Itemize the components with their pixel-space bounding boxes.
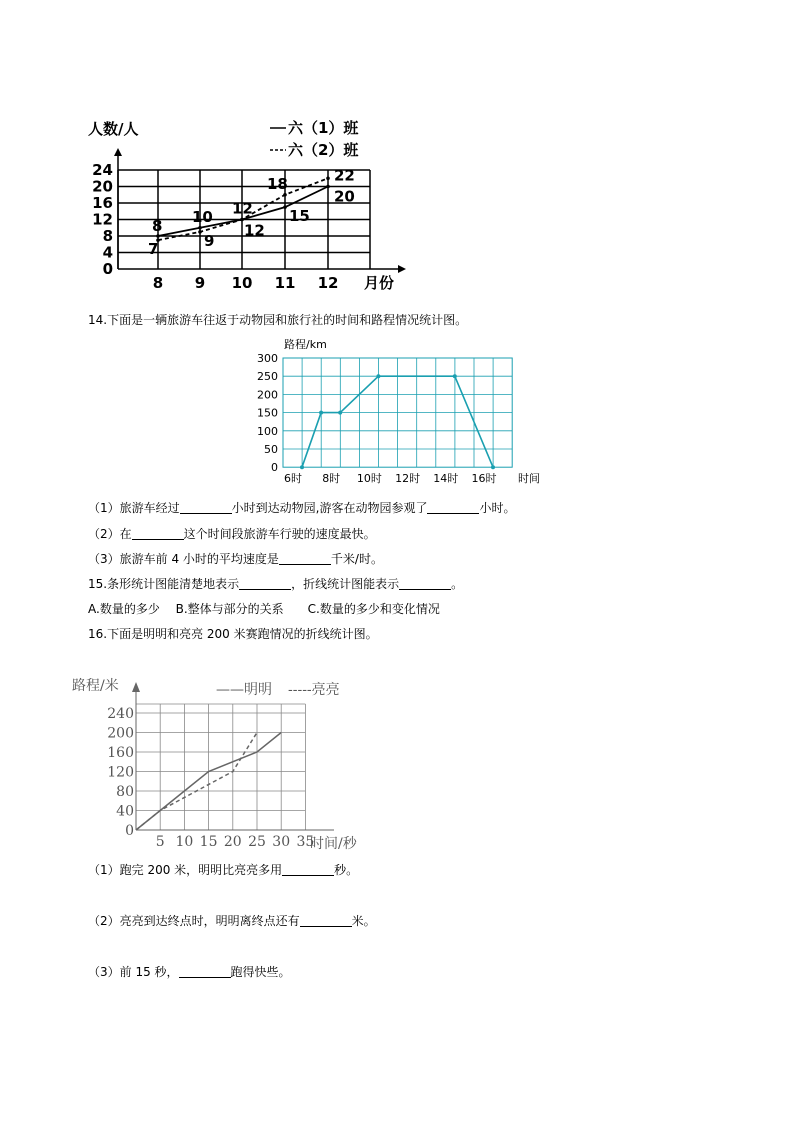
y-tick-label: 150 [257,406,278,420]
x-axis-label: 月份 [364,274,395,292]
x-axis-label: 时间/秒 [310,836,357,852]
data-point [326,185,330,189]
x-tick-label: 15 [199,834,218,850]
y-tick-label: 0 [271,461,278,475]
question-14-part-3: （3）旅游车前 4 小时的平均速度是 千米/时。 [88,552,383,566]
data-point [376,374,380,378]
x-tick-label: 10 [175,834,194,850]
answer-blank[interactable] [180,501,232,514]
y-axis-label: 路程/米 [72,678,119,694]
x-tick-label: 16时 [471,472,497,485]
question-16-part-2: （2）亮亮到达终点时，明明离终点还有 米。 [88,914,376,928]
y-tick-labels [257,352,278,474]
legend [216,682,340,698]
x-tick-label: 8时 [322,472,341,485]
x-tick-label: 25 [248,834,266,850]
data-label: 18 [267,174,288,193]
data-label: 22 [334,166,355,185]
y-tick-labels [107,706,134,839]
x-tick-label: 10 [231,274,253,292]
data-point [300,465,304,469]
answer-blank[interactable] [282,863,334,876]
data-label: 10 [192,207,213,226]
x-tick-label: 5 [155,834,165,850]
question-14-title: 14.下面是一辆旅游车往返于动物园和旅行社的时间和路程情况统计图。 [88,313,468,327]
x-tick-label: 6时 [284,472,302,485]
y-tick-label: 50 [264,443,278,456]
data-point [198,226,202,230]
legend-label-mingming: ——明明 [216,682,272,698]
y-axis-label: 路程/km [284,338,327,351]
chart-series [148,166,355,258]
data-point [326,176,330,180]
class-attendance-chart [80,112,410,294]
answer-blank[interactable] [132,527,184,540]
x-axis-label: 时间 [518,472,540,485]
y-axis-label: 人数/人 [88,120,139,138]
question-15-options: A.数量的多少 B.整体与部分的关系 C.数量的多少和变化情况 [88,602,440,616]
answer-blank[interactable] [300,914,352,927]
x-tick-labels [153,274,339,292]
x-tick-label: 12 [317,274,339,292]
data-point [319,411,323,415]
y-tick-label: 24 [92,161,113,179]
y-tick-label: 12 [92,210,113,229]
data-point [453,374,457,378]
y-tick-label: 20 [92,177,113,196]
data-point [491,465,495,469]
data-label: 9 [204,231,215,250]
x-tick-label: 35 [296,834,315,850]
x-tick-label: 11 [274,274,296,292]
x-tick-labels [156,834,315,850]
answer-blank[interactable] [279,552,331,565]
answer-blank[interactable] [239,577,291,590]
chart-grid [283,358,512,467]
data-point [283,193,287,197]
question-14-part-2: （2）在 这个时间段旅游车行驶的速度最快。 [88,527,376,541]
answer-blank[interactable] [427,501,479,514]
question-16-title: 16.下面是明明和亮亮 200 米赛跑情况的折线统计图。 [88,627,378,641]
data-label: 15 [289,207,310,226]
y-tick-label: 4 [102,243,113,262]
y-tick-label: 240 [107,706,134,722]
question-16-part-1: （1）跑完 200 米，明明比亮亮多用 秒。 [88,863,359,877]
x-tick-label: 30 [272,834,291,850]
y-tick-label: 120 [107,764,134,781]
data-point [283,205,287,209]
y-tick-label: 300 [257,352,278,365]
question-16-part-3: （3）前 15 秒， 跑得快些。 [88,965,291,979]
y-tick-label: 200 [107,725,134,742]
data-point [338,411,342,415]
y-tick-label: 8 [102,227,113,245]
race-distance-chart [66,672,386,854]
y-tick-label: 16 [92,194,113,212]
x-tick-label: 14时 [433,472,459,485]
x-tick-labels [284,471,497,485]
y-tick-label: 0 [102,260,113,278]
y-tick-label: 200 [257,388,278,402]
data-point [198,230,202,234]
legend [270,119,359,159]
y-tick-label: 80 [116,784,134,800]
x-tick-label: 9 [194,274,206,292]
y-tick-label: 250 [257,370,278,384]
data-label: 12 [244,221,265,240]
y-tick-label: 160 [107,745,134,761]
x-tick-label: 8 [152,274,164,292]
y-tick-label: 0 [125,823,134,839]
y-tick-label: 100 [257,424,278,438]
y-tick-labels [92,161,113,278]
answer-blank[interactable] [179,965,231,978]
x-tick-label: 20 [223,834,242,850]
bus-distance-chart [254,336,554,488]
y-tick-label: 40 [116,803,134,820]
legend-label-class1: 六（1）班 [288,119,359,137]
x-tick-label: 10时 [356,472,382,485]
data-label: 8 [152,217,163,235]
data-label: 12 [232,199,253,218]
legend-label-liangliang: -----亮亮 [288,682,340,698]
answer-blank[interactable] [399,577,451,590]
question-15: 15.条形统计图能清楚地表示 ，折线统计图能表示 。 [88,577,464,591]
data-label: 20 [334,187,355,206]
data-label: 7 [148,240,159,259]
x-tick-label: 12时 [395,472,421,485]
question-14-part-1: （1）旅游车经过 小时到达动物园,游客在动物园参观了 小时。 [88,501,516,515]
legend-label-class2: 六（2）班 [288,141,359,159]
